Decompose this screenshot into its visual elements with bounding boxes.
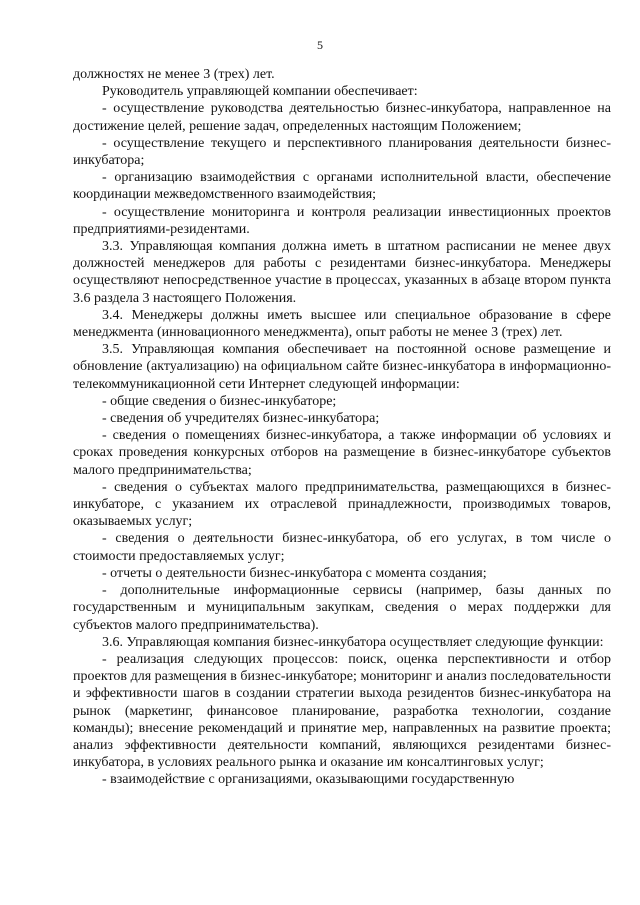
list-item-founders: - сведения об учредителях бизнес-инкубатора;: [102, 411, 380, 427]
list-item-extra-services: - дополнительные информационные сервисы (например, базы данных по государственным и муниципальным закупкам, сведения о мерах поддержки для субъектов малого предпринимательства).: [73, 583, 611, 633]
list-item-premises: - сведения о помещениях бизнес-инкубатора, а также информации об условиях и сроках проведения конкурсных отборов на размещение в бизнес-инкубаторе субъектов малого предпринимательства;: [73, 428, 611, 478]
list-item-general-info: - общие сведения о бизнес-инкубаторе;: [102, 393, 337, 409]
list-item-coordination: - организацию взаимодействия с органами исполнительной власти, обеспечение координации межведомственного взаимодействия;: [73, 170, 611, 203]
list-item-planning: - осуществление текущего и перспективного планирования деятельности бизнес-инкубатора;: [73, 135, 611, 169]
paragraph-manager-duties-intro: Руководитель управляющей компании обеспечивает:: [102, 84, 418, 100]
list-item-services: - сведения о деятельности бизнес-инкубатора, об его услугах, в том числе о стоимости предоставляемых услуг;: [73, 531, 611, 564]
list-item-reports: - отчеты о деятельности бизнес-инкубатора с момента создания;: [102, 565, 487, 581]
list-item-management: - осуществление руководства деятельностью бизнес-инкубатора, направленное на достижение целей, решение задач, определенных настоящим Положением;: [73, 101, 611, 134]
clause-3-4: 3.4. Менеджеры должны иметь высшее или специальное образование в сфере менеджмента (инновационного менеджмента), опыт работы не менее 3 (трех) лет.: [73, 307, 611, 341]
clause-3-3: 3.3. Управляющая компания должна иметь в штатном расписании не менее двух должностей менеджеров для работы с резидентами бизнес-инкубатора. Менеджеры осуществляют непосредственное участие в процессах, указанных в абзаце втором пункта 3.6 раздела 3 настоящего Положения.: [73, 239, 611, 306]
list-item-residents: - сведения о субъектах малого предпринимательства, размещающихся в бизнес-инкубаторе, с указанием их отраслевой принадлежности, производимых товаров, оказываемых услуг;: [73, 479, 611, 530]
list-item-interaction: - взаимодействие с организациями, оказывающими государственную: [102, 772, 515, 788]
list-item-monitoring: - осуществление мониторинга и контроля реализации инвестиционных проектов предприятиями-резидентами.: [73, 204, 611, 237]
document-body: [73, 66, 611, 789]
list-item-processes: - реализация следующих процессов: поиск, оценка перспективности и отбор проектов для размещения в бизнес-инкубаторе; мониторинг и анализ последовательности и эффективности шагов в создании стратегии выхода резидентов бизнес-инкубатора на рынок (маркетинг, финансовое планирование, разработка технологии, создание команды); внесение рекомендаций и принятие мер, направленных на развитие проекта; анализ эффективности деятельности компаний, являющихся резидентами бизнес-инкубатора, в условиях реального рынка и оказание им консалтинговых услуг;: [73, 651, 611, 771]
clause-3-5: 3.5. Управляющая компания обеспечивает на постоянной основе размещение и обновление (актуализацию) на официальном сайте бизнес-инкубатора в информационно-телекоммуникационной сети Интернет следующей информации:: [73, 342, 611, 392]
clause-3-6: 3.6. Управляющая компания бизнес-инкубатора осуществляет следующие функции:: [102, 634, 604, 650]
page-number: 5: [317, 38, 323, 52]
paragraph-continuation: должностях не менее 3 (трех) лет.: [73, 67, 275, 82]
